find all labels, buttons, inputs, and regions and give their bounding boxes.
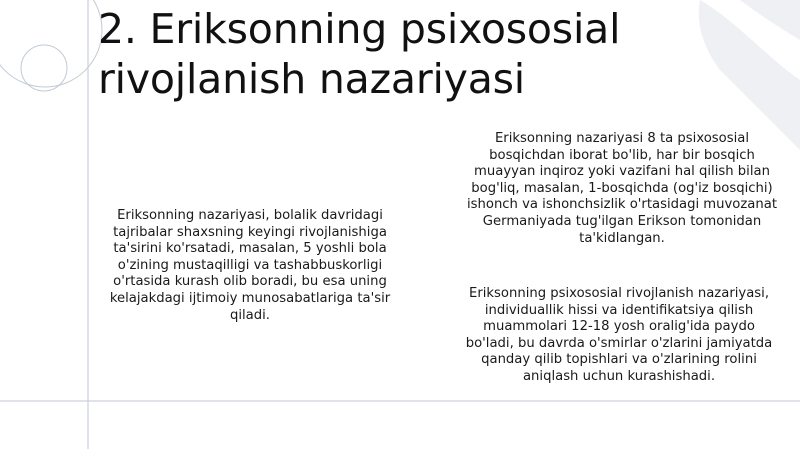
- paragraph-right-top: Eriksonning nazariyasi 8 ta psixososial bosqichdan iborat bo'lib, har bir bosqich muayyan inqiroz yoki vazifani hal qilish bilan bog'liq, masalan, 1-bosqichda (og'iz bosqichi) ishonch va ishonchsizlik o'rtasidagi muvozanat Germaniyada tug'ilgan Erikson tomonidan ta'kidlangan.: [466, 131, 777, 246]
- paragraph-left: Eriksonning nazariyasi, bolalik davridagi tajribalar shaxsning keyingi rivojlanishiga ta'sirini ko'rsatadi, masalan, 5 yoshli bola o'zining mustaqilligi va tashabbuskorligi o'rtasida kurash olib boradi, bu esa uning kelajakdagi ijtimoiy munosabatlariga ta'sir qiladi.: [109, 208, 391, 323]
- slide-title: 2. Eriksonning psixososial rivojlanish nazariyasi: [98, 5, 621, 103]
- deco-circle-small: [21, 45, 67, 91]
- deco-circle-large: [0, 0, 102, 87]
- paragraph-right-bottom: Eriksonning psixososial rivojlanish nazariyasi, individuallik hissi va identifikatsiya qilish muammolari 12-18 yosh oralig'ida paydo bo'ladi, bu davrda o'smirlar o'zlarini jamiyatda qanday qilib topishlari va o'zlarining rolini aniqlash uchun kurashishadi.: [465, 286, 773, 384]
